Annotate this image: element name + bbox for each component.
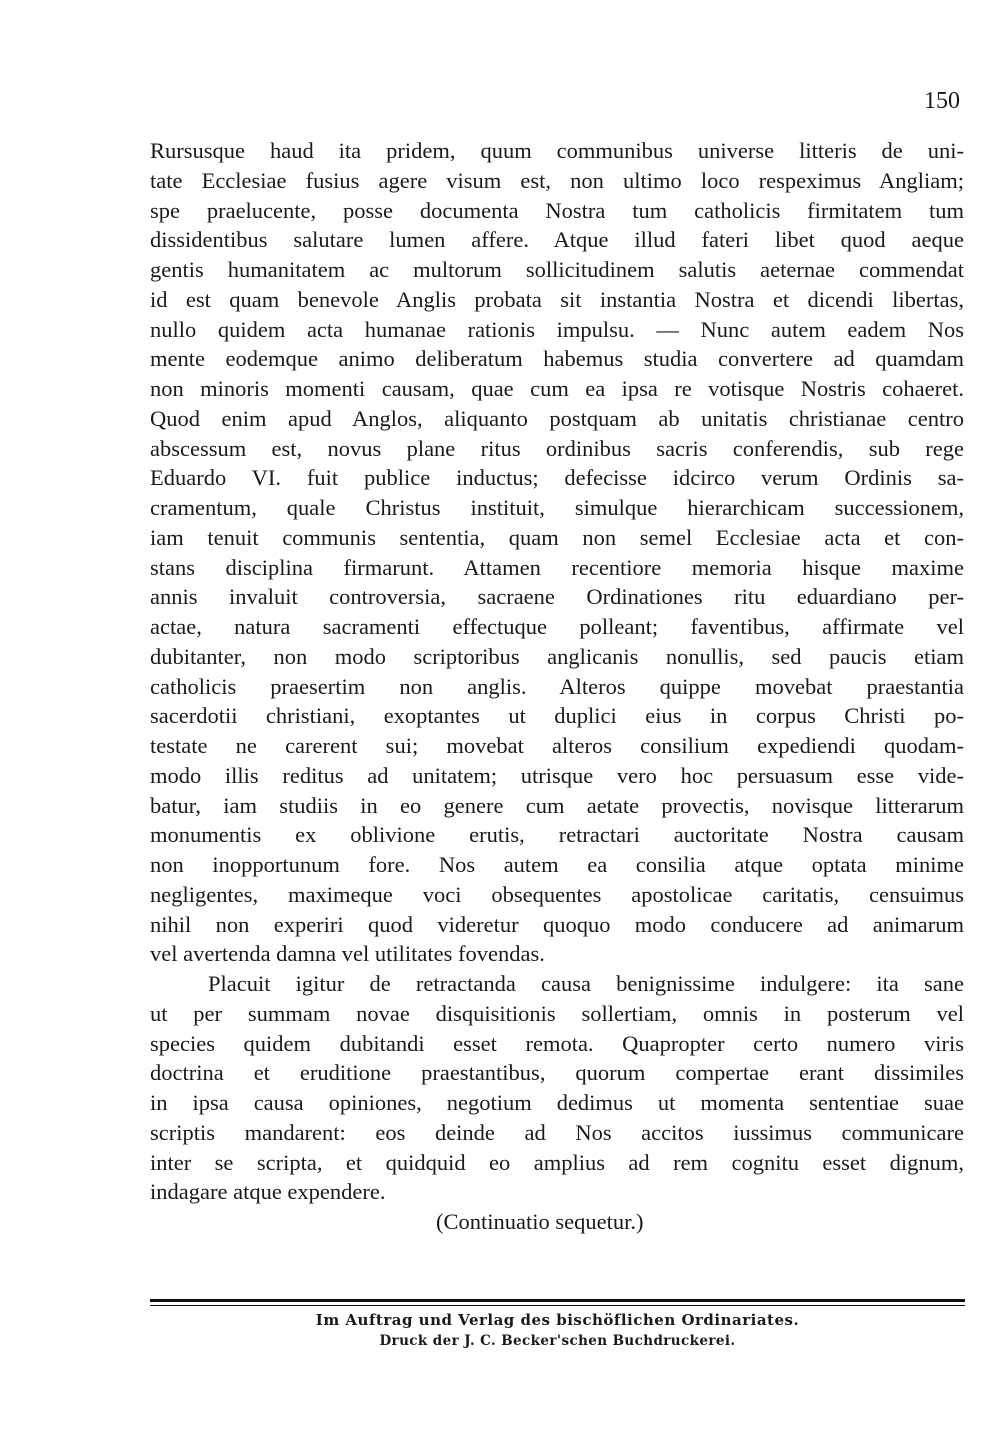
text-line: testate ne carerent sui; movebat alteros consilium expediendi quodam- (150, 733, 964, 758)
footer-rule-thin (150, 1305, 965, 1306)
paragraph-1 (150, 136, 964, 969)
text-line: dubitanter, non modo scriptoribus anglicanis nonullis, sed paucis etiam (150, 643, 964, 669)
text-line: negligentes, maximeque voci obsequentes apostolicae caritatis, censuimus (150, 881, 964, 907)
imprint-publisher: Im Auftrag und Verlag des bischöflichen Ordinariates. (315, 1311, 800, 1329)
text-line: tate Ecclesiae fusius agere visum est, non ultimo loco respeximus Angliam; (150, 167, 964, 193)
text-line: stans disciplina firmarunt. Attamen recentiore memoria hisque maxime (150, 554, 964, 580)
page-number: 150 (924, 88, 960, 114)
imprint-printer: Druck der J. C. Becker'schen Buchdruckerei. (379, 1333, 736, 1349)
text-line: nihil non experiri quod videretur quoquo modo conducere ad animarum (150, 911, 964, 937)
footer-rule-thick (150, 1299, 965, 1302)
text-line: batur, iam studiis in eo genere cum aetate provectis, novisque litterarum (150, 792, 964, 818)
text-line: catholicis praesertim non anglis. Alteros quippe movebat praestantia (150, 673, 964, 699)
text-line: sacerdotii christiani, exoptantes ut duplici eius in corpus Christi po- (150, 703, 964, 729)
text-line: non inopportunum fore. Nos autem ea consilia atque optata minime (150, 852, 964, 877)
text-line: ut per summam novae disquisitionis sollertiam, omnis in posterum vel (150, 1000, 964, 1026)
text-line: gentis humanitatem ac multorum sollicitudinem salutis aeternae commendat (150, 257, 964, 282)
text-line: nullo quidem acta humanae rationis impulsu. — Nunc autem eadem Nos (150, 316, 964, 342)
text-line: inter se scripta, et quidquid eo amplius ad rem cognitu esset dignum, (150, 1149, 964, 1175)
text-line: Placuit igitur de retractanda causa benignissime indulgere: ita sane (208, 971, 964, 996)
text-line: Quod enim apud Anglos, aliquanto postquam ab unitatis christianae centro (150, 405, 964, 431)
text-line: spe praelucente, posse documenta Nostra tum catholicis firmitatem tum (150, 197, 964, 223)
text-line: non minoris momenti causam, quae cum ea ipsa re votisque Nostris cohaeret. (150, 376, 964, 401)
continuation-note: (Continuatio sequetur.) (436, 1209, 644, 1234)
text-line: scriptis mandarent: eos deinde ad Nos accitos iussimus communicare (150, 1119, 964, 1145)
text-line: doctrina et eruditione praestantibus, quorum compertae erant dissimiles (150, 1060, 964, 1086)
text-line: species quidem dubitandi esset remota. Quapropter certo numero viris (150, 1030, 964, 1056)
text-line: actae, natura sacramenti effectuque polleant; faventibus, affirmate vel (150, 614, 964, 639)
text-line: abscessum est, novus plane ritus ordinibus sacris conferendis, sub rege (150, 435, 964, 461)
text-line: dissidentibus salutare lumen affere. Atque illud fateri libet quod aeque (150, 227, 964, 253)
text-line: Rursusque haud ita pridem, quum communibus universe litteris de uni- (150, 138, 964, 163)
text-line: id est quam benevole Anglis probata sit instantia Nostra et dicendi libertas, (150, 286, 964, 312)
body-text (150, 136, 964, 1237)
text-line: modo illis reditus ad unitatem; utrisque vero hoc persuasum esse vide- (150, 762, 964, 788)
text-line: indagare atque expendere. (150, 1179, 386, 1205)
text-line: iam tenuit communis sententia, quam non semel Ecclesiae acta et con- (150, 524, 964, 550)
text-line: cramentum, quale Christus instituit, simulque hierarchicam successionem, (150, 495, 964, 520)
text-line: annis invaluit controversia, sacraene Ordinationes ritu eduardiano per- (150, 584, 964, 610)
text-line: Eduardo VI. fuit publice inductus; defecisse idcirco verum Ordinis sa- (150, 465, 964, 491)
text-line: mente eodemque animo deliberatum habemus studia convertere ad quamdam (150, 346, 964, 372)
text-line: monumentis ex oblivione erutis, retractari auctoritate Nostra causam (150, 822, 964, 848)
text-line: vel avertenda damna vel utilitates fovendas. (150, 941, 545, 967)
paragraph-2 (150, 969, 964, 1207)
text-line: in ipsa causa opiniones, negotium dedimus ut momenta sententiae suae (150, 1090, 964, 1115)
